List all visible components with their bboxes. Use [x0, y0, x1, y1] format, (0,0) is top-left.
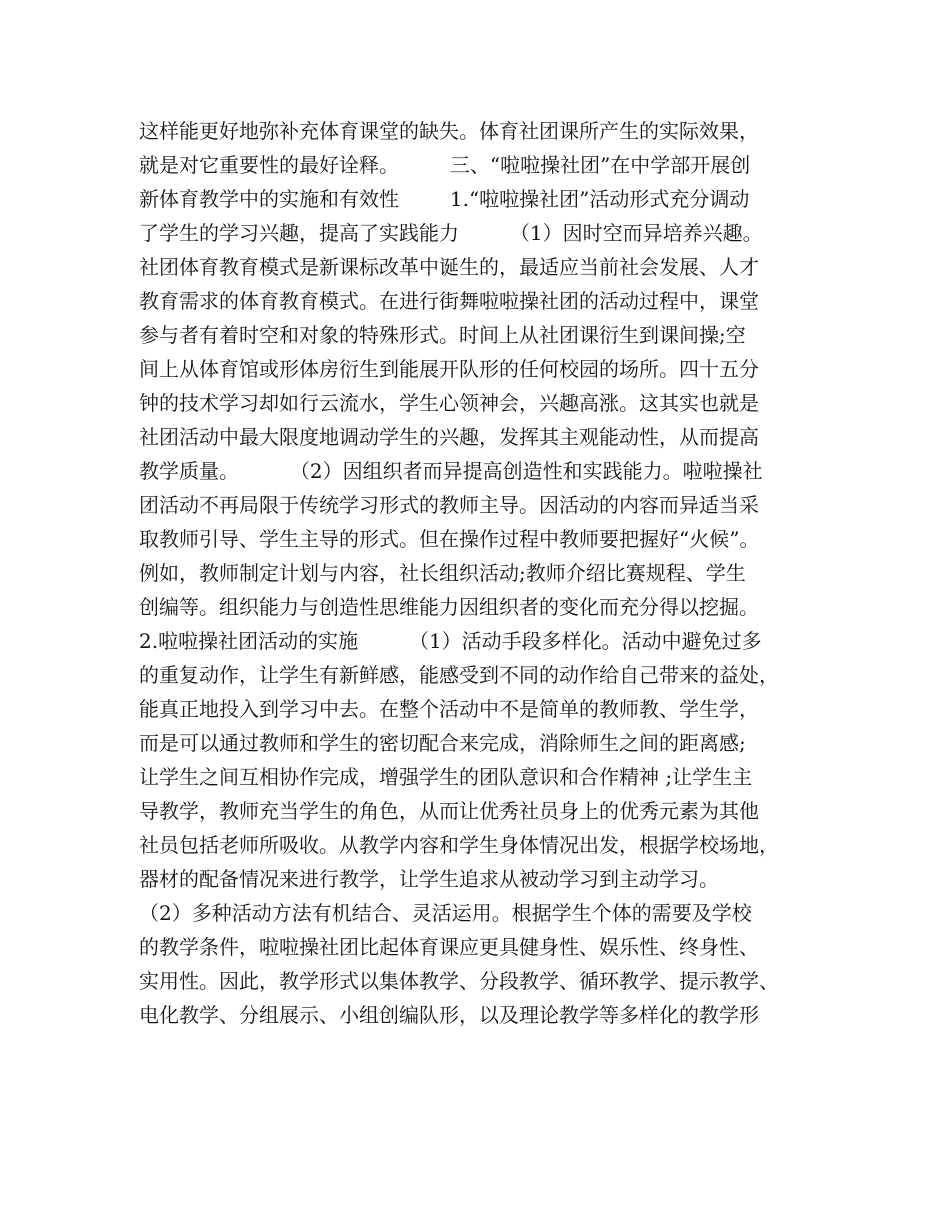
text-line: 让学生之间互相协作完成，增强学生的团队意识和合作精神 ;让学生主 [139, 765, 753, 789]
text-line: 能真正地投入到学习中去。在整个活动中不是简单的教师教、学生学， [139, 697, 759, 721]
text-line: 例如，教师制定计划与内容，社长组织活动;教师介绍比赛规程、学生 [139, 561, 746, 585]
text-line: 间上从体育馆或形体房衍生到能展开队形的任何校园的场所。四十五分 [139, 357, 759, 381]
text-line: 电化教学、分组展示、小组创编队形，以及理论教学等多样化的教学形 [139, 1003, 759, 1027]
text-line: 而是可以通过教师和学生的密切配合来完成，消除师生之间的距离感; [139, 731, 746, 755]
text-line: 2.啦啦操社团活动的实施 （1）活动手段多样化。活动中避免过多 [139, 629, 762, 653]
text-line: 教学质量。 （2）因组织者而异提高创造性和实践能力。啦啦操社 [139, 459, 763, 483]
text-line: 教育需求的体育教育模式。在进行街舞啦啦操社团的活动过程中，课堂 [139, 289, 759, 313]
text-line: 社员包括老师所吸收。从教学内容和学生身体情况出发，根据学校场地， [139, 833, 779, 857]
text-line: 团活动不再局限于传统学习形式的教师主导。因活动的内容而异适当采 [139, 493, 759, 517]
text-line: 实用性。因此，教学形式以集体教学、分段教学、循环教学、提示教学、 [139, 969, 779, 993]
text-line: 的重复动作，让学生有新鲜感，能感受到不同的动作给自己带来的益处， [139, 663, 779, 687]
text-line: 创编等。组织能力与创造性思维能力因组织者的变化而充分得以挖掘。 [139, 595, 759, 619]
text-line: 导教学，教师充当学生的角色，从而让优秀社员身上的优秀元素为其他 [139, 799, 759, 823]
text-line: 这样能更好地弥补充体育课堂的缺失。体育社团课所产生的实际效果， [139, 119, 759, 143]
text-line: 社团体育教育模式是新课标改革中诞生的，最适应当前社会发展、人才 [139, 255, 759, 279]
text-line: 社团活动中最大限度地调动学生的兴趣，发挥其主观能动性，从而提高 [139, 425, 759, 449]
text-line: 了学生的学习兴趣，提高了实践能力 （1）因时空而异培养兴趣。 [139, 221, 763, 245]
text-line: 器材的配备情况来进行教学，让学生追求从被动学习到主动学习。 [139, 867, 719, 891]
text-line: 就是对它重要性的最好诠释。 三、“啦啦操社团”在中学部开展创 [139, 153, 751, 177]
text-line: 参与者有着时空和对象的特殊形式。时间上从社团课衍生到课间操;空 [139, 323, 746, 347]
text-line: 的教学条件，啦啦操社团比起体育课应更具健身性、娱乐性、终身性、 [139, 935, 759, 959]
text-line: （2）多种活动方法有机结合、灵活运用。根据学生个体的需要及学校 [139, 901, 752, 925]
text-line: 新体育教学中的实施和有效性 1.“啦啦操社团”活动形式充分调动 [139, 187, 750, 211]
text-line: 钟的技术学习却如行云流水，学生心领神会，兴趣高涨。这其实也就是 [139, 391, 759, 415]
body-text [139, 114, 829, 1032]
text-line: 取教师引导、学生主导的形式。但在操作过程中教师要把握好“火候”。 [139, 527, 760, 551]
